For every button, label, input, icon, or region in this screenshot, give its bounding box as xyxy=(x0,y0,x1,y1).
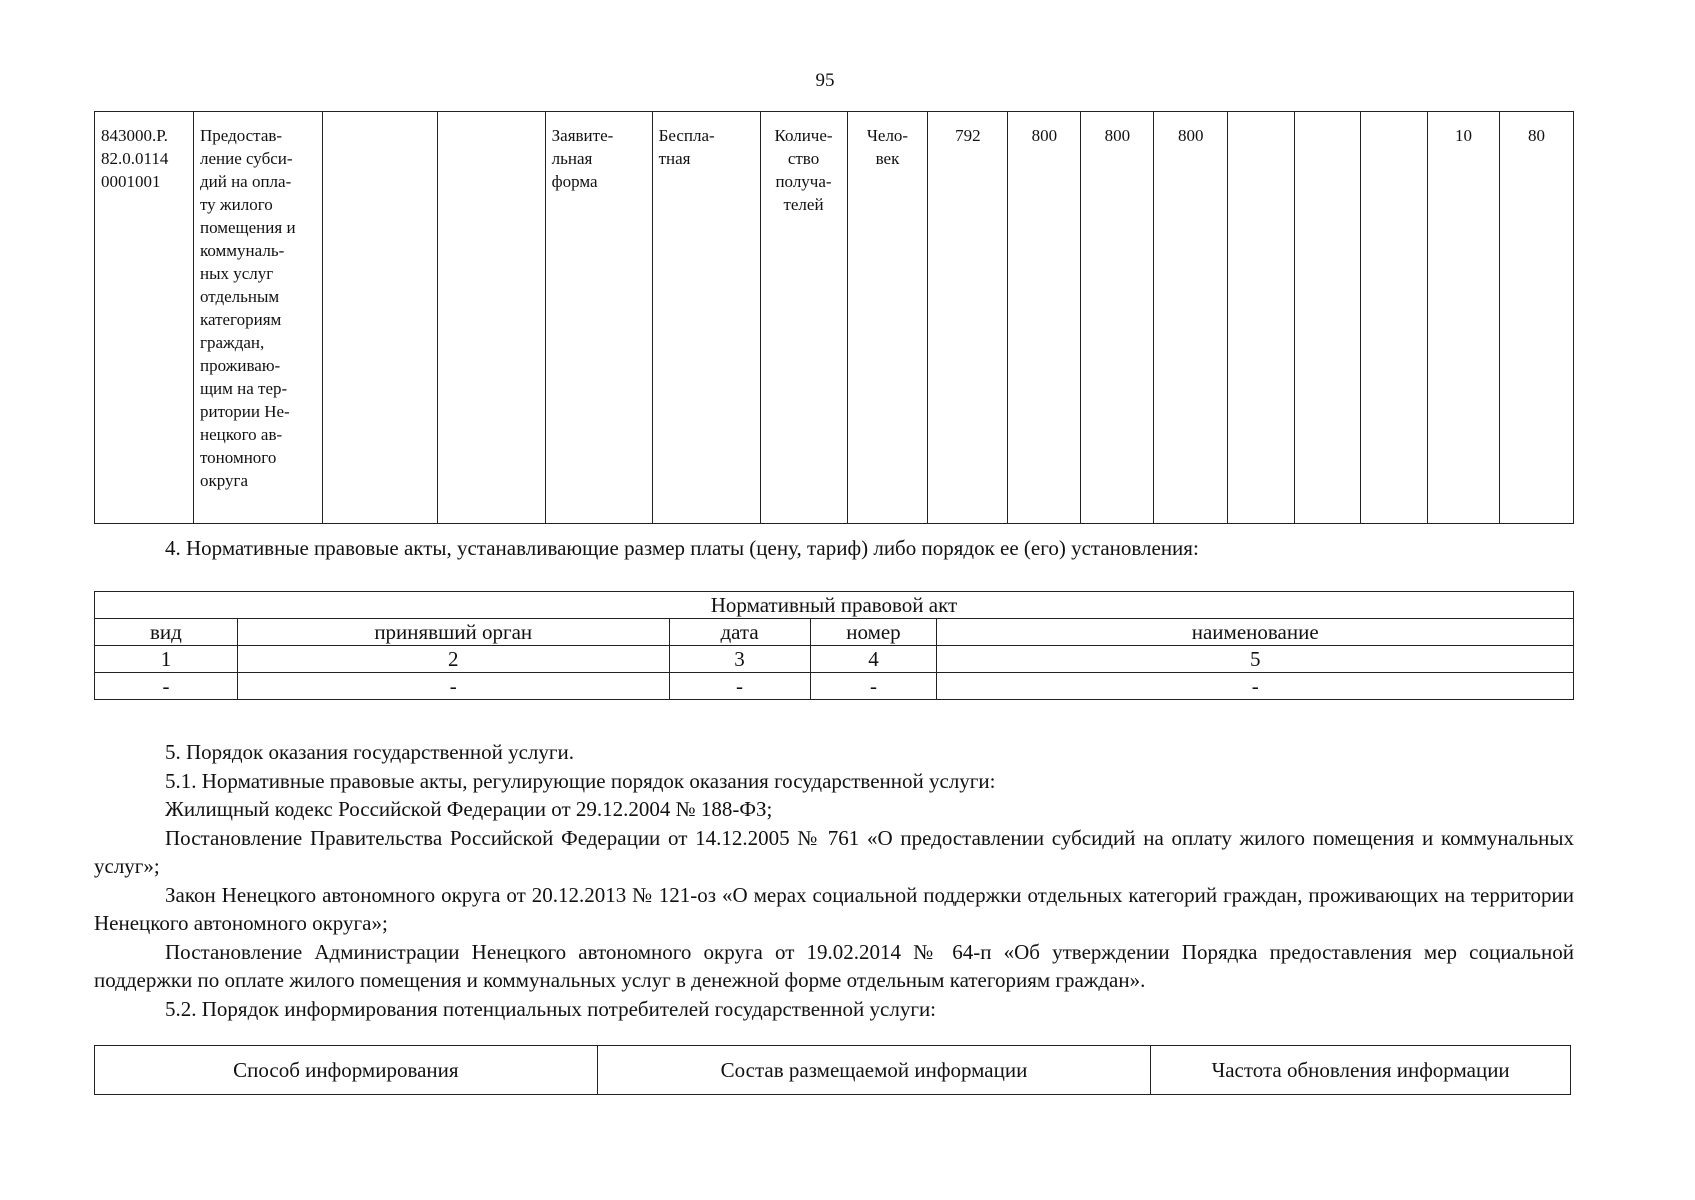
table-row xyxy=(95,592,1574,619)
empty-cell xyxy=(322,112,437,524)
informing-table xyxy=(94,1045,1571,1095)
column-header: дата xyxy=(669,619,810,646)
table-row xyxy=(95,112,1574,524)
value-cell: - xyxy=(937,673,1574,700)
paragraph: 5.2. Порядок информирования потенциальных потребителей государственной услуги: xyxy=(165,996,937,1021)
value-cell: 800 xyxy=(1081,112,1154,524)
empty-cell xyxy=(437,112,545,524)
column-number: 5 xyxy=(937,646,1574,673)
value-cell xyxy=(1361,112,1428,524)
table-row xyxy=(95,646,1574,673)
column-number: 4 xyxy=(810,646,937,673)
column-number: 1 xyxy=(95,646,238,673)
column-header: принявший орган xyxy=(237,619,669,646)
value-cell: - xyxy=(810,673,937,700)
value-cell: 792 xyxy=(928,112,1008,524)
section-5-text xyxy=(94,738,1574,1023)
service-volume-table xyxy=(94,111,1574,524)
column-number: 2 xyxy=(237,646,669,673)
indicator-unit: Чело- век xyxy=(847,112,928,524)
value-cell: 10 xyxy=(1428,112,1500,524)
value-cell xyxy=(1228,112,1295,524)
paragraph: 5.1. Нормативные правовые акты, регулирующие порядок оказания государственной услуги: xyxy=(165,768,996,793)
paragraph: Постановление Администрации Ненецкого автономного округа от 19.02.2014 № 64-п «Об утверждении Порядка предоставления мер социальной поддержки по оплате жилого помещения и коммунальных услуг в денежной форме отдельным категориям граждан». xyxy=(94,939,1574,992)
paragraph: 5. Порядок оказания государственной услуги. xyxy=(165,740,574,764)
section-4-heading: 4. Нормативные правовые акты, устанавливающие размер платы (цену, тариф) либо порядок ее (его) установления: xyxy=(165,536,1199,560)
column-header: Способ информирования xyxy=(95,1046,598,1095)
service-fee: Беспла- тная xyxy=(652,112,760,524)
table-row xyxy=(95,673,1574,700)
value-cell: - xyxy=(669,673,810,700)
value-cell xyxy=(1295,112,1361,524)
value-cell: 80 xyxy=(1499,112,1573,524)
page-number: 95 xyxy=(815,70,835,91)
service-form: Заявите- льная форма xyxy=(545,112,652,524)
table-title: Нормативный правовой акт xyxy=(95,592,1574,619)
indicator-name: Количе- ство получа- телей xyxy=(760,112,847,524)
column-number: 3 xyxy=(669,646,810,673)
value-cell: - xyxy=(237,673,669,700)
paragraph: Жилищный кодекс Российской Федерации от 29.12.2004 № 188-ФЗ; xyxy=(165,797,773,821)
value-cell: 800 xyxy=(1154,112,1228,524)
column-header: Частота обновления информации xyxy=(1151,1046,1571,1095)
column-header: номер xyxy=(810,619,937,646)
service-name: Предостав- ление субси- дий на опла- ту жилого помещения и коммуналь- ных услуг отдельным категориям граждан, проживаю- щим на тер- ритории Не- нецкого ав- тономного округа xyxy=(193,112,322,524)
legal-acts-table xyxy=(94,591,1574,700)
value-cell: 800 xyxy=(1008,112,1081,524)
column-header: вид xyxy=(95,619,238,646)
paragraph: Постановление Правительства Российской Федерации от 14.12.2005 № 761 «О предоставлении субсидий на оплату жилого помещения и коммунальных услуг»; xyxy=(94,825,1574,878)
column-header: наименование xyxy=(937,619,1574,646)
table-header-row xyxy=(95,619,1574,646)
registry-code: 843000.Р. 82.0.0114 0001001 xyxy=(95,112,194,524)
table-header-row xyxy=(95,1046,1571,1095)
paragraph: Закон Ненецкого автономного округа от 20.12.2013 № 121-оз «О мерах социальной поддержки отдельных категорий граждан, проживающих на территории Ненецкого автономного округа»; xyxy=(94,882,1574,935)
value-cell: - xyxy=(95,673,238,700)
column-header: Состав размещаемой информации xyxy=(597,1046,1151,1095)
